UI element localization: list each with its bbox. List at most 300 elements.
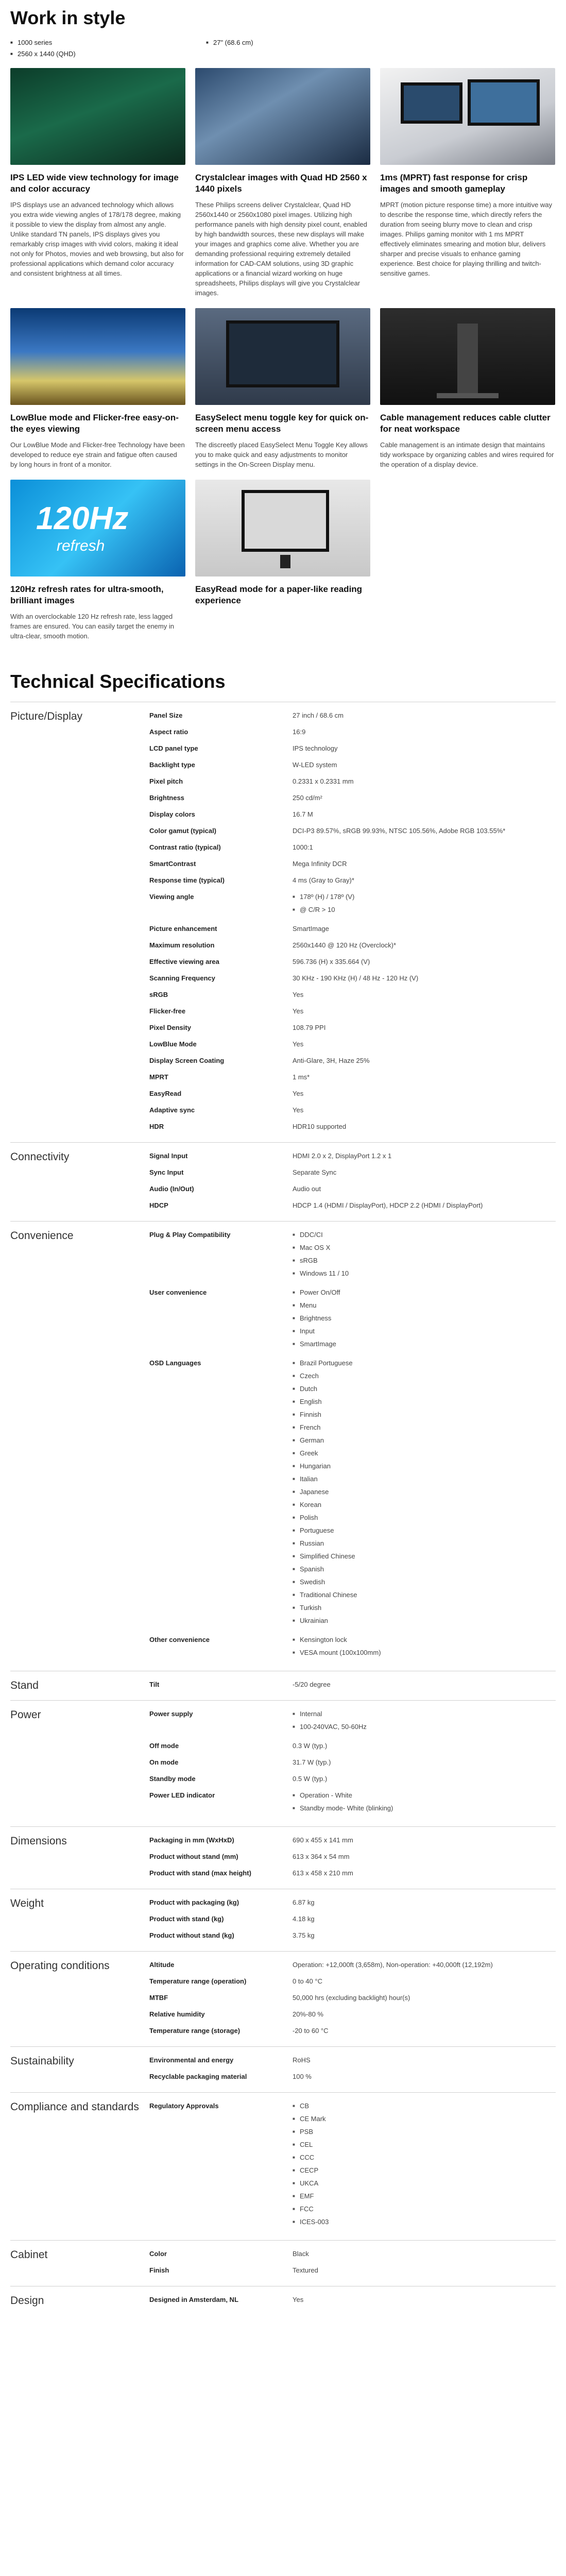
spec-value: 613 x 364 x 54 mm	[293, 1853, 350, 1860]
spec-value-item: ■ ICES-003	[293, 2217, 556, 2227]
spec-rows	[149, 1701, 556, 1826]
spec-value	[293, 1635, 556, 1660]
spec-row	[149, 2069, 556, 2085]
spec-row	[149, 790, 556, 806]
spec-row	[149, 1003, 556, 1020]
spec-row	[149, 2262, 556, 2279]
spec-value	[293, 1287, 556, 1352]
spec-value-item: ■ Mac OS X	[293, 1243, 556, 1253]
spec-key: Adaptive sync	[149, 1106, 195, 1114]
spec-key: Color	[149, 2250, 167, 2258]
spec-row	[149, 856, 556, 872]
spec-key: Other convenience	[149, 1636, 210, 1643]
spec-value: Black	[293, 2250, 309, 2258]
monitor-shape	[468, 79, 540, 126]
spec-rows	[149, 1222, 556, 1671]
spec-row	[149, 1676, 556, 1693]
spec-row	[149, 1832, 556, 1849]
spec-section-title: Operating conditions	[10, 1960, 110, 1972]
spec-row	[149, 937, 556, 954]
spec-row	[149, 1894, 556, 1911]
spec-row	[149, 1069, 556, 1086]
spec-row	[149, 2052, 556, 2069]
spec-value-item: ■ Czech	[293, 1371, 556, 1381]
spec-row	[149, 2292, 556, 2308]
spec-value-list	[293, 1790, 556, 1814]
spec-value-list	[293, 892, 556, 915]
spec-key: Flicker-free	[149, 1007, 186, 1015]
bullet-resolution: ■ 2560 x 1440 (QHD)	[10, 48, 196, 60]
spec-section-title: Cabinet	[10, 2249, 48, 2261]
spec-value: HDR10 supported	[293, 1123, 347, 1130]
spec-key: Effective viewing area	[149, 958, 219, 965]
spec-row	[149, 1990, 556, 2006]
spec-row	[149, 740, 556, 757]
spec-value: -20 to 60 °C	[293, 2027, 329, 2035]
spec-value-item: ■ Spanish	[293, 1564, 556, 1574]
feature-image-mprt	[380, 68, 555, 165]
spec-value-item: ■ Finnish	[293, 1410, 556, 1420]
spec-value	[293, 2101, 556, 2230]
spec-row	[149, 2006, 556, 2023]
spec-row	[149, 1036, 556, 1053]
stand-base-shape	[437, 393, 499, 398]
feature-description: Our LowBlue Mode and Flicker-free Technology have been developed to reduce eye strain and fatigue often caused by long hours in front of a monitor.	[10, 441, 185, 468]
feature-grid	[10, 68, 556, 641]
spec-row	[149, 757, 556, 773]
spec-value: 0.3 W (typ.)	[293, 1742, 328, 1750]
spec-row	[149, 1973, 556, 1990]
spec-rows	[149, 1827, 556, 1889]
spec-value: Audio out	[293, 1185, 321, 1193]
spec-key: Product with packaging (kg)	[149, 1899, 239, 1906]
spec-key: Brightness	[149, 794, 184, 802]
spec-section-title: Sustainability	[10, 2055, 74, 2067]
spec-section-title: Connectivity	[10, 1151, 70, 1163]
spec-key: Plug & Play Compatibility	[149, 1231, 231, 1239]
spec-key: Maximum resolution	[149, 941, 215, 949]
spec-key: Backlight type	[149, 761, 195, 769]
spec-row	[149, 889, 556, 921]
spec-key: Pixel Density	[149, 1024, 191, 1031]
spec-value-item: ■ Greek	[293, 1448, 556, 1459]
spec-key: OSD Languages	[149, 1359, 201, 1367]
spec-section	[10, 2092, 556, 2240]
spec-row	[149, 1148, 556, 1164]
spec-row	[149, 1849, 556, 1865]
feature-title: LowBlue mode and Flicker-free easy-on-the eyes viewing	[10, 413, 179, 434]
spec-section	[10, 1142, 556, 1221]
spec-value-item: ■ Portuguese	[293, 1526, 556, 1536]
feature-card	[10, 308, 185, 469]
spec-key: Picture enhancement	[149, 925, 217, 933]
spec-key: Altitude	[149, 1961, 175, 1969]
spec-row	[149, 1181, 556, 1197]
spec-section-title: Compliance and standards	[10, 2101, 139, 2113]
spec-section	[10, 1889, 556, 1951]
feature-card	[195, 480, 370, 641]
spec-key: HDCP	[149, 1201, 168, 1209]
spec-key: Product without stand (kg)	[149, 1931, 234, 1939]
spec-value-item: ■ Japanese	[293, 1487, 556, 1497]
feature-description: Cable management is an intimate design that maintains tidy workspace by organizing cables and wires required for the operation of a display device.	[380, 441, 554, 468]
feature-description: MPRT (motion picture response time) a more intuitive way to describe the response time, which directly refers the duration from seeing blurry move to clean and crisp images. Philips gaming monitor with 1 ms MPRT effectively eliminates smearing and motion blur, delivers sharper and precise visuals to enhance gaming experience. Best choice for playing thrilling and twitch-sensitive games.	[380, 201, 553, 277]
spec-key: Product without stand (mm)	[149, 1853, 238, 1860]
spec-section	[10, 2240, 556, 2286]
spec-value-list	[293, 1635, 556, 1658]
feature-image-ips	[10, 68, 185, 165]
spec-value-item: ■ Simplified Chinese	[293, 1551, 556, 1562]
spec-value-item: ■ Input	[293, 1326, 556, 1336]
spec-value: 100 %	[293, 2073, 312, 2080]
spec-section	[10, 1951, 556, 2046]
spec-value-item: ■ UKCA	[293, 2178, 556, 2189]
feature-card	[195, 308, 370, 469]
spec-value: 108.79 PPI	[293, 1024, 326, 1031]
spec-value-item: ■ PSB	[293, 2127, 556, 2137]
spec-row	[149, 1754, 556, 1771]
spec-section-title: Design	[10, 2295, 44, 2307]
spec-value: Separate Sync	[293, 1168, 337, 1176]
spec-value: W-LED system	[293, 761, 337, 769]
spec-section-title: Weight	[10, 1897, 44, 1909]
spec-section-title: Convenience	[10, 1230, 74, 1242]
spec-value-list	[293, 2101, 556, 2227]
spec-value-item: ■ Power On/Off	[293, 1287, 556, 1298]
spec-value-list	[293, 1287, 556, 1349]
feature-image-cable-management	[380, 308, 555, 405]
spec-value-item: ■ Brazil Portuguese	[293, 1358, 556, 1368]
spec-value-item: ■ Polish	[293, 1513, 556, 1523]
spec-key: Response time (typical)	[149, 876, 225, 884]
spec-value-item: ■ Russian	[293, 1538, 556, 1549]
spec-value-item: ■ Ukrainian	[293, 1616, 556, 1626]
spec-value-item: ■ Brightness	[293, 1313, 556, 1324]
spec-key: Temperature range (operation)	[149, 1977, 247, 1985]
spec-value: 27 inch / 68.6 cm	[293, 711, 344, 719]
spec-value-item: ■ Operation - White	[293, 1790, 556, 1801]
spec-row	[149, 1020, 556, 1036]
spec-value-list	[293, 1709, 556, 1732]
spec-key: Regulatory Approvals	[149, 2102, 219, 2110]
spec-value: Yes	[293, 1106, 304, 1114]
spec-value	[293, 892, 556, 918]
spec-section	[10, 2286, 556, 2315]
spec-key: Sync Input	[149, 1168, 184, 1176]
spec-row	[149, 1706, 556, 1738]
spec-value-item: ■ SmartImage	[293, 1339, 556, 1349]
spec-key: Display colors	[149, 810, 195, 818]
spec-section	[10, 1221, 556, 1671]
spec-rows	[149, 1889, 556, 1951]
key-bullets	[10, 37, 556, 60]
spec-key: Scanning Frequency	[149, 974, 215, 982]
spec-key: Product with stand (kg)	[149, 1915, 224, 1923]
spec-value: 613 x 458 x 210 mm	[293, 1869, 353, 1877]
spec-key: MTBF	[149, 1994, 168, 2002]
spec-value-item: ■ FCC	[293, 2204, 556, 2214]
spec-value: Yes	[293, 1007, 304, 1015]
spec-value: 2560x1440 @ 120 Hz (Overclock)*	[293, 941, 397, 949]
spec-value: 16:9	[293, 728, 306, 736]
stand-shape	[457, 324, 478, 396]
spec-value: HDCP 1.4 (HDMI / DisplayPort), HDCP 2.2 (HDMI / DisplayPort)	[293, 1201, 483, 1209]
spec-key: Color gamut (typical)	[149, 827, 217, 835]
page-title: Work in style	[10, 7, 126, 28]
spec-row	[149, 1355, 556, 1632]
spec-key: Designed in Amsterdam, NL	[149, 2296, 238, 2303]
spec-value-list	[293, 1358, 556, 1626]
spec-value: 1000:1	[293, 843, 313, 851]
spec-rows	[149, 1671, 556, 1700]
spec-row	[149, 1771, 556, 1787]
spec-key: Recyclable packaging material	[149, 2073, 247, 2080]
spec-value-item: ■ Internal	[293, 1709, 556, 1719]
feature-title: 1ms (MPRT) fast response for crisp images and smooth gameplay	[380, 173, 528, 194]
spec-value	[293, 1230, 556, 1281]
spec-value: 3.75 kg	[293, 1931, 315, 1939]
spec-value-item: ■ Kensington lock	[293, 1635, 556, 1645]
spec-key: Audio (In/Out)	[149, 1185, 194, 1193]
feature-title: Cable management reduces cable clutter for neat workspace	[380, 413, 551, 434]
spec-key: Temperature range (storage)	[149, 2027, 241, 2035]
spec-key: sRGB	[149, 991, 168, 998]
feature-card	[380, 308, 555, 469]
spec-value: 20%-80 %	[293, 2010, 323, 2018]
spec-value: 50,000 hrs (excluding backlight) hour(s)	[293, 1994, 410, 2002]
spec-value-item: ■ CE Mark	[293, 2114, 556, 2124]
feature-title: Crystalclear images with Quad HD 2560 x 1440 pixels	[195, 173, 367, 194]
spec-key: Product with stand (max height)	[149, 1869, 251, 1877]
spec-row	[149, 1227, 556, 1284]
spec-row	[149, 2246, 556, 2262]
spec-value-item: ■ Dutch	[293, 1384, 556, 1394]
monitor-shape	[226, 320, 339, 387]
spec-value: RoHS	[293, 2056, 311, 2064]
spec-row	[149, 2098, 556, 2233]
feature-image-easyselect	[195, 308, 370, 405]
spec-value: Yes	[293, 1090, 304, 1097]
spec-row	[149, 954, 556, 970]
spec-value: DCI-P3 89.57%, sRGB 99.93%, NTSC 105.56%, Adobe RGB 103.55%*	[293, 827, 506, 835]
spec-row	[149, 1284, 556, 1355]
spec-value-item: ■ sRGB	[293, 1256, 556, 1266]
stand-shape	[280, 555, 290, 568]
spec-value: IPS technology	[293, 744, 338, 752]
feature-image-120hz	[10, 480, 185, 577]
spec-row	[149, 970, 556, 987]
spec-key: Aspect ratio	[149, 728, 188, 736]
spec-key: On mode	[149, 1758, 179, 1766]
spec-rows	[149, 1143, 556, 1221]
spec-value-item: ■ German	[293, 1435, 556, 1446]
spec-row	[149, 1086, 556, 1102]
spec-value-item: ■ DDC/CI	[293, 1230, 556, 1240]
spec-value-item: ■ CECP	[293, 2165, 556, 2176]
spec-value: 0.5 W (typ.)	[293, 1775, 328, 1783]
spec-key: LCD panel type	[149, 744, 198, 752]
spec-value: SmartImage	[293, 925, 329, 933]
spec-value-item: ■ Standby mode- White (blinking)	[293, 1803, 556, 1814]
spec-key: Viewing angle	[149, 893, 194, 901]
spec-value-item: ■ Turkish	[293, 1603, 556, 1613]
spec-value: 6.87 kg	[293, 1899, 315, 1906]
spec-row	[149, 1865, 556, 1882]
hz-graphic-subtext: refresh	[57, 537, 105, 554]
spec-rows	[149, 2047, 556, 2092]
spec-value: Yes	[293, 2296, 304, 2303]
spec-value-item: ■ Hungarian	[293, 1461, 556, 1471]
spec-value-item: ■ Menu	[293, 1300, 556, 1311]
spec-key: Signal Input	[149, 1152, 188, 1160]
spec-value-item: ■ Italian	[293, 1474, 556, 1484]
spec-value: 16.7 M	[293, 810, 313, 818]
spec-row	[149, 823, 556, 839]
spec-key: Contrast ratio (typical)	[149, 843, 221, 851]
spec-key: EasyRead	[149, 1090, 182, 1097]
feature-description: IPS displays use an advanced technology which allows you extra wide viewing angles of 178/178 degree, making it possible to view the display from almost any angle. Unlike standard TN panels, IPS displays gives you remarkably crisp images with vivid colors, making it ideal not only for Photos, movies and web browsing, but also for professional applications which demand color accuracy and consistent brightness at all times.	[10, 201, 184, 277]
spec-value	[293, 1358, 556, 1629]
spec-value: 31.7 W (typ.)	[293, 1758, 331, 1766]
spec-value: Anti-Glare, 3H, Haze 25%	[293, 1057, 370, 1064]
spec-value: Mega Infinity DCR	[293, 860, 347, 868]
spec-section-title: Dimensions	[10, 1835, 67, 1847]
spec-row	[149, 921, 556, 937]
spec-row	[149, 1164, 556, 1181]
spec-value	[293, 1709, 556, 1735]
spec-key: Relative humidity	[149, 2010, 205, 2018]
feature-title: IPS LED wide view technology for image and color accuracy	[10, 173, 179, 194]
spec-key: Packaging in mm (WxHxD)	[149, 1836, 234, 1844]
spec-rows	[149, 2286, 556, 2315]
spec-key: Display Screen Coating	[149, 1057, 225, 1064]
spec-row	[149, 1102, 556, 1118]
spec-value-list	[293, 1230, 556, 1279]
spec-key: Power supply	[149, 1710, 193, 1718]
spec-section	[10, 1700, 556, 1826]
spec-value: Yes	[293, 991, 304, 998]
spec-title: Technical Specifications	[10, 671, 226, 692]
spec-row	[149, 1957, 556, 1973]
spec-row	[149, 1632, 556, 1664]
spec-row	[149, 1927, 556, 1944]
feature-image-easyread	[195, 480, 370, 577]
spec-row	[149, 987, 556, 1003]
spec-section	[10, 1671, 556, 1700]
spec-value-item: ■ EMF	[293, 2191, 556, 2201]
spec-value-item: ■ VESA mount (100x100mm)	[293, 1648, 556, 1658]
spec-value: 250 cd/m²	[293, 794, 322, 802]
spec-key: LowBlue Mode	[149, 1040, 197, 1048]
spec-section	[10, 2046, 556, 2092]
hz-graphic-text: 120Hz	[36, 501, 129, 536]
spec-value: 0.2331 x 0.2331 mm	[293, 777, 354, 785]
spec-value-item: ■ CEL	[293, 2140, 556, 2150]
feature-image-quad-hd	[195, 68, 370, 165]
spec-key: Pixel pitch	[149, 777, 183, 785]
spec-value-item: ■ @ C/R > 10	[293, 905, 556, 915]
monitor-shape	[242, 490, 329, 552]
feature-title: EasyRead mode for a paper-like reading experience	[195, 584, 363, 605]
spec-key: MPRT	[149, 1073, 168, 1081]
spec-row	[149, 1738, 556, 1754]
spec-value-item: ■ Swedish	[293, 1577, 556, 1587]
spec-row	[149, 806, 556, 823]
spec-rows	[149, 2241, 556, 2286]
spec-row	[149, 724, 556, 740]
spec-value-item: ■ Traditional Chinese	[293, 1590, 556, 1600]
spec-section	[10, 1826, 556, 1889]
spec-key: User convenience	[149, 1289, 207, 1296]
spec-value: 596.736 (H) x 335.664 (V)	[293, 958, 370, 965]
spec-sections	[10, 702, 556, 2315]
spec-row	[149, 2023, 556, 2039]
spec-rows	[149, 2093, 556, 2240]
spec-value-item: ■ 178º (H) / 178º (V)	[293, 892, 556, 902]
spec-section-title: Stand	[10, 1680, 39, 1691]
spec-value-item: ■ English	[293, 1397, 556, 1407]
spec-value: 0 to 40 °C	[293, 1977, 322, 1985]
spec-key: Power LED indicator	[149, 1791, 215, 1799]
spec-row	[149, 839, 556, 856]
feature-description: These Philips screens deliver Crystalclear, Quad HD 2560x1440 or 2560x1080 pixel images. Utilizing high performance panels with high density pixel count, enabled by high bandwidth sources, these new displays will make your images and graphics come alive. Whether you are demanding professional requiring extremely detailed information for CAD-CAM solutions, using 3D graphic applications or a financial wizard working on huge spreadsheets, Philips displays will give you Crystalclear images.	[195, 201, 367, 297]
spec-section-title: Picture/Display	[10, 710, 83, 722]
spec-rows	[149, 1952, 556, 2046]
bullet-size: ■ 27" (68.6 cm)	[206, 37, 391, 48]
feature-description: With an overclockable 120 Hz refresh rate, less lagged frames are ensured. You can easily target the enemy in ultra-clear, smooth motion.	[10, 613, 174, 640]
spec-row	[149, 1197, 556, 1214]
spec-key: Environmental and energy	[149, 2056, 234, 2064]
spec-value-item: ■ CCC	[293, 2153, 556, 2163]
feature-image-lowblue	[10, 308, 185, 405]
spec-key: Finish	[149, 2266, 169, 2274]
spec-key: Panel Size	[149, 711, 183, 719]
spec-section	[10, 702, 556, 1142]
feature-card	[10, 480, 185, 641]
spec-value	[293, 1790, 556, 1816]
spec-rows	[149, 702, 556, 1142]
spec-value-item: ■ 100-240VAC, 50-60Hz	[293, 1722, 556, 1732]
spec-value: 1 ms*	[293, 1073, 310, 1081]
spec-key: Off mode	[149, 1742, 179, 1750]
spec-row	[149, 1787, 556, 1819]
spec-value: 690 x 455 x 141 mm	[293, 1836, 353, 1844]
spec-section-title: Power	[10, 1709, 41, 1721]
spec-row	[149, 1911, 556, 1927]
spec-row	[149, 872, 556, 889]
spec-value: -5/20 degree	[293, 1681, 331, 1688]
spec-key: HDR	[149, 1123, 164, 1130]
spec-value-item: ■ CB	[293, 2101, 556, 2111]
spec-value: 30 KHz - 190 KHz (H) / 48 Hz - 120 Hz (V)	[293, 974, 419, 982]
feature-title: 120Hz refresh rates for ultra-smooth, brilliant images	[10, 584, 164, 605]
spec-value-item: ■ French	[293, 1422, 556, 1433]
spec-row	[149, 1053, 556, 1069]
spec-row	[149, 707, 556, 724]
spec-value-item: ■ Windows 11 / 10	[293, 1268, 556, 1279]
spec-value: Operation: +12,000ft (3,658m), Non-operation: +40,000ft (12,192m)	[293, 1961, 493, 1969]
spec-value: 4.18 kg	[293, 1915, 315, 1923]
monitor-shape	[401, 82, 462, 124]
spec-value-item: ■ Korean	[293, 1500, 556, 1510]
feature-card	[195, 68, 370, 298]
feature-title: EasySelect menu toggle key for quick on-screen menu access	[195, 413, 369, 434]
feature-card	[380, 68, 555, 298]
spec-value: Textured	[293, 2266, 318, 2274]
spec-key: Tilt	[149, 1681, 160, 1688]
spec-value: 4 ms (Gray to Gray)*	[293, 876, 354, 884]
feature-description: The discreetly placed EasySelect Menu Toggle Key allows you to make quick and easy adjustments to monitor settings in the On-Screen Display menu.	[195, 441, 368, 468]
